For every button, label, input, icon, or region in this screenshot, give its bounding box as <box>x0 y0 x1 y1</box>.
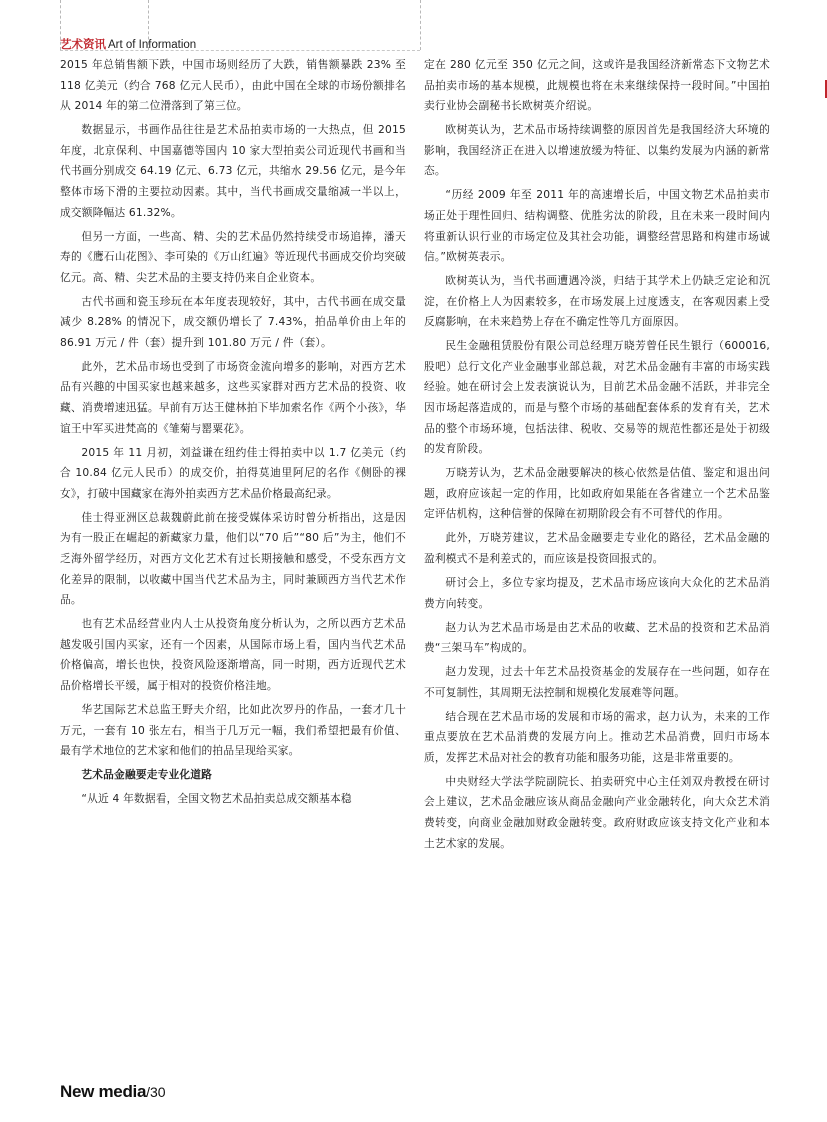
paragraph: 赵力发现，过去十年艺术品投资基金的发展存在一些问题，如存在不可复制性，其周期无法控制和规模化发展难等问题。 <box>424 665 770 699</box>
page-footer <box>60 1080 166 1104</box>
page-number: /30 <box>146 1084 166 1100</box>
subheading: 艺术品金融要走专业化道路 <box>81 768 213 782</box>
section-header <box>60 36 196 52</box>
paragraph: 欧树英认为，当代书画遭遇冷淡，归结于其学术上仍缺乏定论和沉淀，在价格上人为因素较多，在市场发展上过度透支，在客观因素上受反腐影响，在未来趋势上存在不确定性等几方面原因。 <box>424 274 770 329</box>
paragraph: “历经 2009 年至 2011 年的高速增长后，中国文物艺术品拍卖市场正处于理性回归、结构调整、优胜劣汰的阶段，且在未来一段时间内将重新认识行业的市场定位及其社会功能，调整经营思路和构建市场诚信。”欧树英表示。 <box>424 188 770 264</box>
paragraph: 结合现在艺术品市场的发展和市场的需求，赵力认为，未来的工作重点要放在艺术品消费的发展方向上。推动艺术品消费，回归市场本质，发挥艺术品对社会的教育功能和服务功能，这是非常重要的。 <box>424 709 770 764</box>
paragraph: 也有艺术品经营业内人士从投资角度分析认为，之所以西方艺术品越发吸引国内买家，还有一个因素，从国际市场上看，国内当代艺术品价格偏高，增长也快，投资风险逐渐增高，同一时期，西方近现代艺术品价格增长平缓，属于相对的投资价格洼地。 <box>60 617 406 692</box>
paragraph: 2015 年 11 月初，刘益谦在纽约佳士得拍卖中以 1.7 亿美元（约合 10.84 亿元人民币）的成交价，拍得莫迪里阿尼的名作《侧卧的裸女》，打破中国藏家在海外拍卖西方艺术品价格最高纪录。 <box>60 445 406 500</box>
paragraph: 欧树英认为，艺术品市场持续调整的原因首先是我国经济大环境的影响，我国经济正在进入以增速放缓为特征、以集约发展为内涵的新常态。 <box>424 123 770 178</box>
section-category: 艺术资讯 <box>60 37 106 51</box>
paragraph: 但另一方面，一些高、精、尖的艺术品仍然持续受市场追捧，潘天寿的《鹰石山花图》、李可染的《万山红遍》等近现代书画成交价均突破亿元。高、精、尖艺术品的主要支持仍来自企业资本。 <box>60 229 406 284</box>
paragraph: 民生金融租赁股份有限公司总经理万晓芳曾任民生银行（600016, 股吧）总行文化产业金融事业部总裁，对艺术品金融有丰富的市场实践经验。她在研讨会上发表演说认为，目前艺术品金融不活跃，并非完全因市场起落造成的，而是与整个市场的基础配套体系的发育有关，艺术品的整个市场环境，包括法律、税收、交易等的规范性都还是处于初级的发育阶段。 <box>424 339 770 456</box>
paragraph-continuation: 定在 280 亿元至 350 亿元之间，这或许是我国经济新常态下文物艺术品拍卖市场的基本规模，此规模也将在未来继续保持一段时间。”中国拍卖行业协会副秘书长欧树英介绍说。 <box>424 58 770 113</box>
paragraph: 2015 年总销售额下跌，中国市场则经历了大跌，销售额暴跌 23% 至 118 亿美元（约合 768 亿元人民币），由此中国在全球的市场份额排名从 2014 年的第二位滑落到了第三位。 <box>60 58 406 113</box>
crop-mark-right <box>420 0 421 50</box>
paragraph: 数据显示，书画作品往往是艺术品拍卖市场的一大热点，但 2015 年度，北京保利、中国嘉德等国内 10 家大型拍卖公司近现代书画和当代书画分别成交 64.19 亿元、6.73 亿元，共缩水 29.56 亿元，是今年整体市场下滑的主要拉动因素。其中，当代书画成交量缩减一半以上，成交额降幅达 61.32%。 <box>60 123 406 219</box>
paragraph: 此外，艺术品市场也受到了市场资金流向增多的影响，对西方艺术品有兴趣的中国买家也越来越多，这些买家群对西方艺术品的投资、收藏、消费增速迅猛。早前有万达王健林拍下毕加索名作《两个小孩》，华谊王中军买进梵高的《雏菊与罂粟花》。 <box>60 359 406 435</box>
magazine-brand: New media <box>60 1082 147 1101</box>
paragraph: 万晓芳认为，艺术品金融要解决的核心依然是估值、鉴定和退出问题，政府应该起一定的作用，比如政府如果能在各省建立一个艺术品鉴定评估机构，这种信誉的保障在初期阶段会有不可替代的作用。 <box>424 466 770 521</box>
paragraph: 华艺国际艺术总监王野夫介绍，比如此次罗丹的作品，一套才几十万元，一套有 10 张左右，相当于几万元一幅，我们希望把最有价值、最有学术地位的艺术家和他们的拍品呈现给买家。 <box>60 702 406 758</box>
paragraph: 佳士得亚洲区总裁魏蔚此前在接受媒体采访时曾分析指出，这是因为有一股正在崛起的新藏家力量，他们以“70 后”“80 后”为主，他们不乏海外留学经历，对西方文化艺术有过长期接触和感受，不受东西方文化差异的限制，以收藏中国当代艺术品为主，同时兼顾西方当代艺术作品。 <box>60 510 406 607</box>
paragraph: 此外，万晓芳建议，艺术品金融要走专业化的路径，艺术品金融的盈利模式不是利差式的，而应该是投资回报式的。 <box>424 531 770 565</box>
edge-tab-mark <box>820 80 827 98</box>
paragraph: 古代书画和瓷玉珍玩在本年度表现较好，其中，古代书画在成交量减少 8.28% 的情况下，成交额仍增长了 7.43%，拍品单价由上年的 86.91 万元 / 件（套）提升到 101.80 万元 / 件（套）。 <box>60 294 406 349</box>
paragraph-continued: “从近 4 年数据看，全国文物艺术品拍卖总成交额基本稳 <box>81 792 352 806</box>
paragraph: 赵力认为艺术品市场是由艺术品的收藏、艺术品的投资和艺术品消费“三架马车”构成的。 <box>424 620 770 655</box>
article-column-right <box>424 55 770 858</box>
article-column-left <box>60 55 406 813</box>
section-title-en: Art of Information <box>108 39 197 51</box>
paragraph: 研讨会上，多位专家均提及，艺术品市场应该向大众化的艺术品消费方向转变。 <box>424 575 770 610</box>
paragraph: 中央财经大学法学院副院长、拍卖研究中心主任刘双舟教授在研讨会上建议，艺术品金融应该从商品金融向产业金融转化，向大众艺术消费转变，向商业金融加财政金融转变。政府财政应该支持文化产业和本土艺术家的发展。 <box>424 774 770 850</box>
